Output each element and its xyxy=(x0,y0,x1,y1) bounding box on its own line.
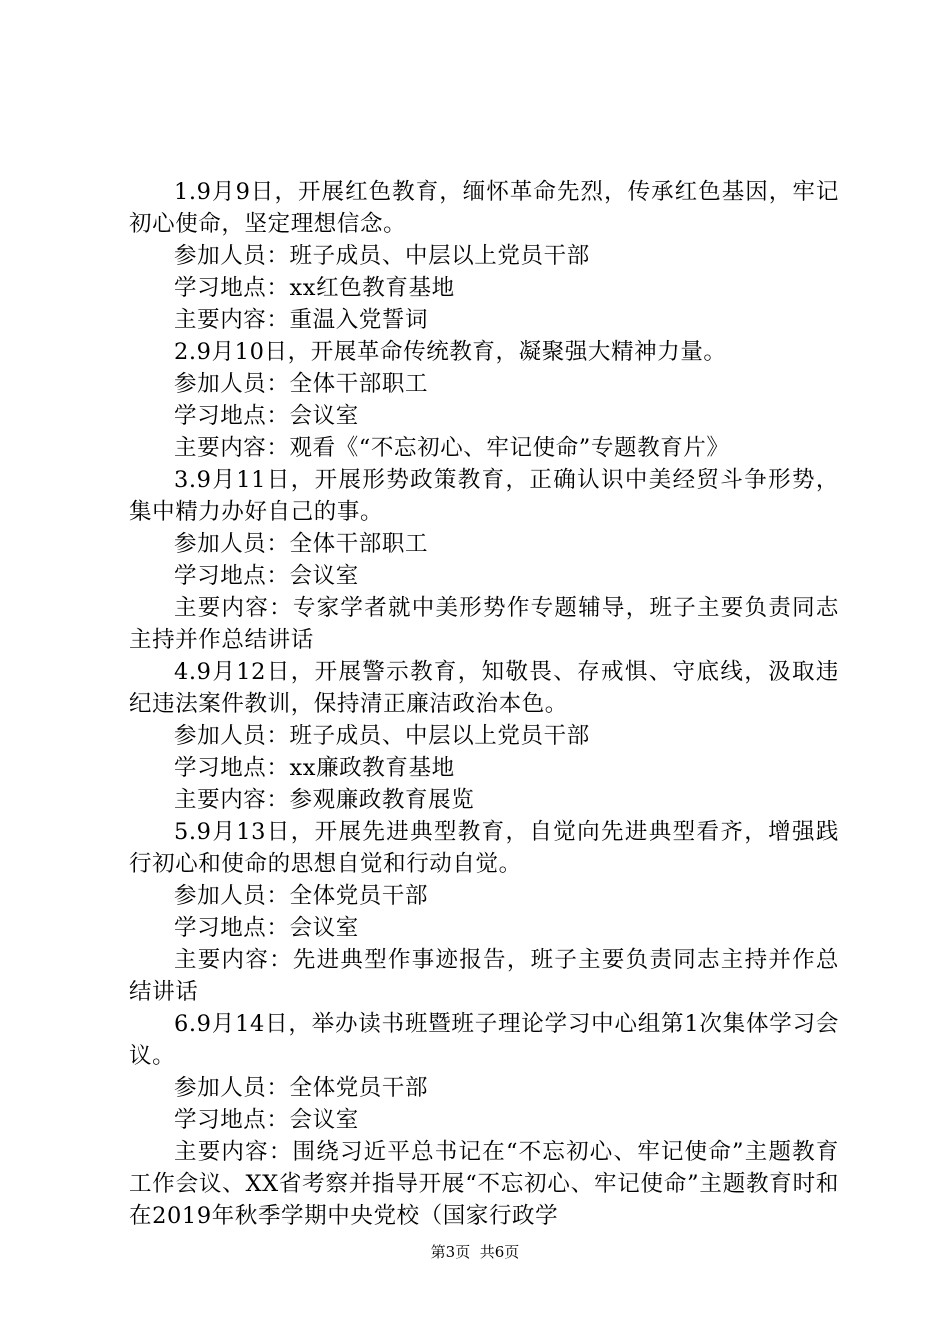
paragraph-17: 5.9月13日，开展先进典型教育，自觉向先进典型看齐，增强践行初心和使命的思想自觉和行动自觉。 xyxy=(129,819,839,877)
paragraph-9: 3.9月11日，开展形势政策教育，正确认识中美经贸斗争形势，集中精力办好自己的事。 xyxy=(129,467,839,525)
paragraph-20: 主要内容：先进典型作事迹报告，班子主要负责同志主持并作总结讲话 xyxy=(129,947,839,1005)
paragraph-10: 参加人员：全体干部职工 xyxy=(174,531,429,557)
document-body xyxy=(129,176,839,1232)
paragraph-21: 6.9月14日，举办读书班暨班子理论学习中心组第1次集体学习会议。 xyxy=(129,1011,839,1069)
paragraph-6: 参加人员：全体干部职工 xyxy=(174,371,429,397)
paragraph-19: 学习地点：会议室 xyxy=(174,915,359,941)
paragraph-5: 2.9月10日，开展革命传统教育，凝聚强大精神力量。 xyxy=(174,339,727,365)
paragraph-12: 主要内容：专家学者就中美形势作专题辅导，班子主要负责同志主持并作总结讲话 xyxy=(129,595,839,653)
paragraph-14: 参加人员：班子成员、中层以上党员干部 xyxy=(174,723,590,749)
paragraph-24: 主要内容：围绕习近平总书记在“不忘初心、牢记使命”主题教育工作会议、XX省考察并指导开展“不忘初心、牢记使命”主题教育时和在2019年秋季学期中央党校（国家行政学 xyxy=(129,1139,839,1229)
paragraph-11: 学习地点：会议室 xyxy=(174,563,359,589)
paragraph-4: 主要内容：重温入党誓词 xyxy=(174,307,429,333)
paragraph-2: 参加人员：班子成员、中层以上党员干部 xyxy=(174,243,590,269)
paragraph-13: 4.9月12日，开展警示教育，知敬畏、存戒惧、守底线，汲取违纪违法案件教训，保持清正廉洁政治本色。 xyxy=(129,659,839,717)
paragraph-3: 学习地点：xx红色教育基地 xyxy=(174,275,455,301)
paragraph-7: 学习地点：会议室 xyxy=(174,403,359,429)
paragraph-18: 参加人员：全体党员干部 xyxy=(174,883,429,909)
paragraph-1: 1.9月9日，开展红色教育，缅怀革命先烈，传承红色基因，牢记初心使命，坚定理想信念。 xyxy=(129,179,839,237)
page-footer xyxy=(0,1242,950,1262)
paragraph-8: 主要内容：观看《“不忘初心、牢记使命”专题教育片》 xyxy=(174,435,730,461)
paragraph-15: 学习地点：xx廉政教育基地 xyxy=(174,755,455,781)
page-number: 第3页 xyxy=(430,1243,471,1261)
page-total: 共6页 xyxy=(479,1243,520,1261)
paragraph-16: 主要内容：参观廉政教育展览 xyxy=(174,787,475,813)
footer-spacer xyxy=(470,1243,480,1261)
paragraph-23: 学习地点：会议室 xyxy=(174,1107,359,1133)
paragraph-22: 参加人员：全体党员干部 xyxy=(174,1075,429,1101)
